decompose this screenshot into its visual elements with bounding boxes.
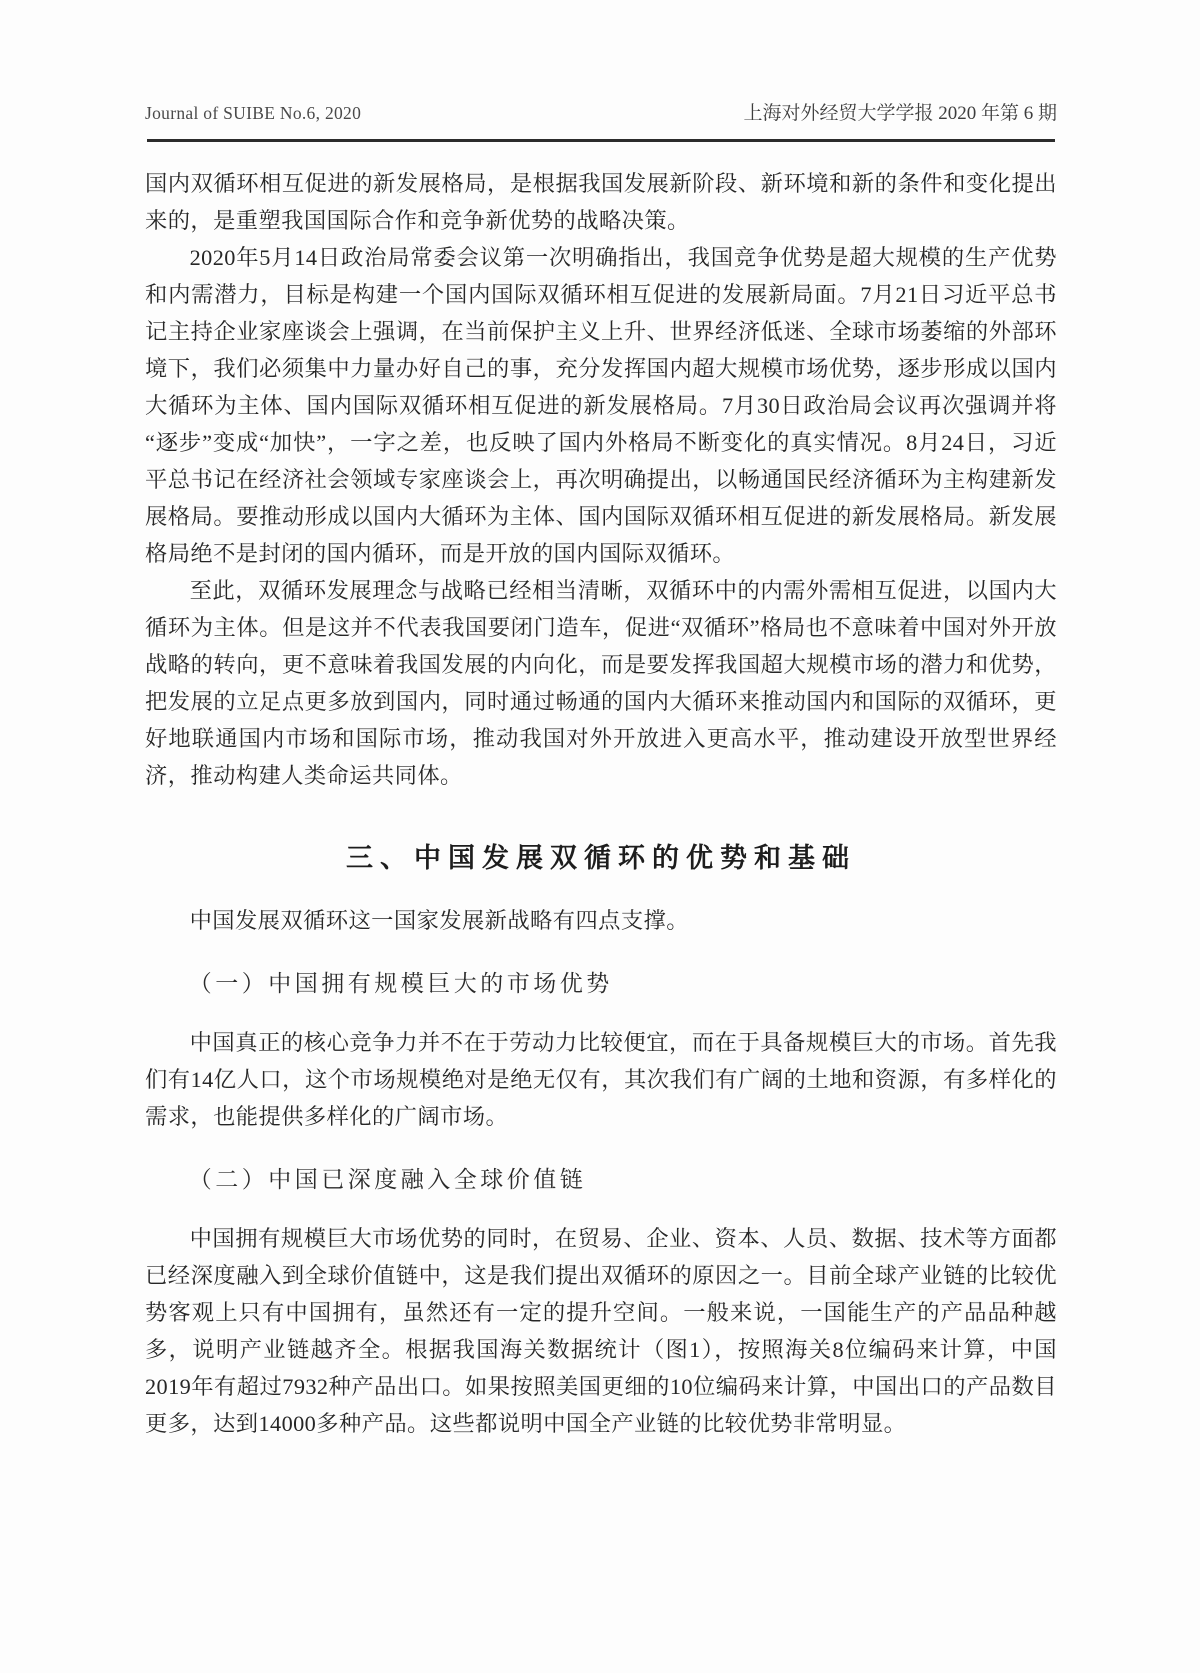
sub-heading-market-advantage: （一）中国拥有规模巨大的市场优势 [188,971,613,996]
journal-title-chinese: 上海对外经贸大学学报 2020 年第 6 期 [743,103,1057,124]
paragraph-four-supports-intro: 中国发展双循环这一国家发展新战略有四点支撑。 [189,908,689,933]
paragraph-market-advantage: 中国真正的核心竞争力并不在于劳动力比较便宜，而在于具备规模巨大的市场。首先我们有14亿人口，这个市场规模绝对是绝无仅有，其次我们有广阔的土地和资源，有多样化的需求，也能提供多样化的广阔市场。 [145,1030,1057,1129]
paragraph-continuation: 国内双循环相互促进的新发展格局，是根据我国发展新阶段、新环境和新的条件和变化提出来的，是重塑我国国际合作和竞争新优势的战略决策。 [145,171,1057,233]
sub-heading-global-value-chain: （二）中国已深度融入全球价值链 [188,1167,587,1192]
paragraph-summary: 至此，双循环发展理念与战略已经相当清晰，双循环中的内需外需相互促进，以国内大循环为主体。但是这并不代表我国要闭门造车，促进“双循环”格局也不意味着中国对外开放战略的转向，更不意味着我国发展的内向化，而是要发挥我国超大规模市场的潜力和优势，把发展的立足点更多放到国内，同时通过畅通的国内大循环来推动国内和国际的双循环，更好地联通国内市场和国际市场，推动我国对外开放进入更高水平，推动建设开放型世界经济，推动构建人类命运共同体。 [145,578,1057,788]
running-header [145,98,1057,125]
paragraph-global-value-chain: 中国拥有规模巨大市场优势的同时，在贸易、企业、资本、人员、数据、技术等方面都已经深度融入到全球价值链中，这是我们提出双循环的原因之一。目前全球产业链的比较优势客观上只有中国拥有，虽然还有一定的提升空间。一般来说，一国能生产的产品品种越多，说明产业链越齐全。根据我国海关数据统计（图1），按照海关8位编码来计算，中国2019年有超过7932种产品出口。如果按照美国更细的10位编码来计算，中国出口的产品数目更多，达到14000多种产品。这些都说明中国全产业链的比较优势非常明显。 [145,1226,1057,1436]
journal-title-english: Journal of SUIBE No.6, 2020 [145,103,362,123]
article-body [145,165,1057,1442]
header-rule [147,139,1055,142]
section-heading-three: 三、中国发展双循环的优势和基础 [346,843,856,873]
paragraph-policy-timeline: 2020年5月14日政治局常委会议第一次明确指出，我国竞争优势是超大规模的生产优势和内需潜力，目标是构建一个国内国际双循环相互促进的发展新局面。7月21日习近平总书记主持企业家座谈会上强调，在当前保护主义上升、世界经济低迷、全球市场萎缩的外部环境下，我们必须集中力量办好自己的事，充分发挥国内超大规模市场优势，逐步形成以国内大循环为主体、国内国际双循环相互促进的新发展格局。7月30日政治局会议再次强调并将“逐步”变成“加快”，一字之差，也反映了国内外格局不断变化的真实情况。8月24日，习近平总书记在经济社会领域专家座谈会上，再次明确提出，以畅通国民经济循环为主构建新发展格局。要推动形成以国内大循环为主体、国内国际双循环相互促进的新发展格局。新发展格局绝不是封闭的国内循环，而是开放的国内国际双循环。 [145,245,1057,566]
